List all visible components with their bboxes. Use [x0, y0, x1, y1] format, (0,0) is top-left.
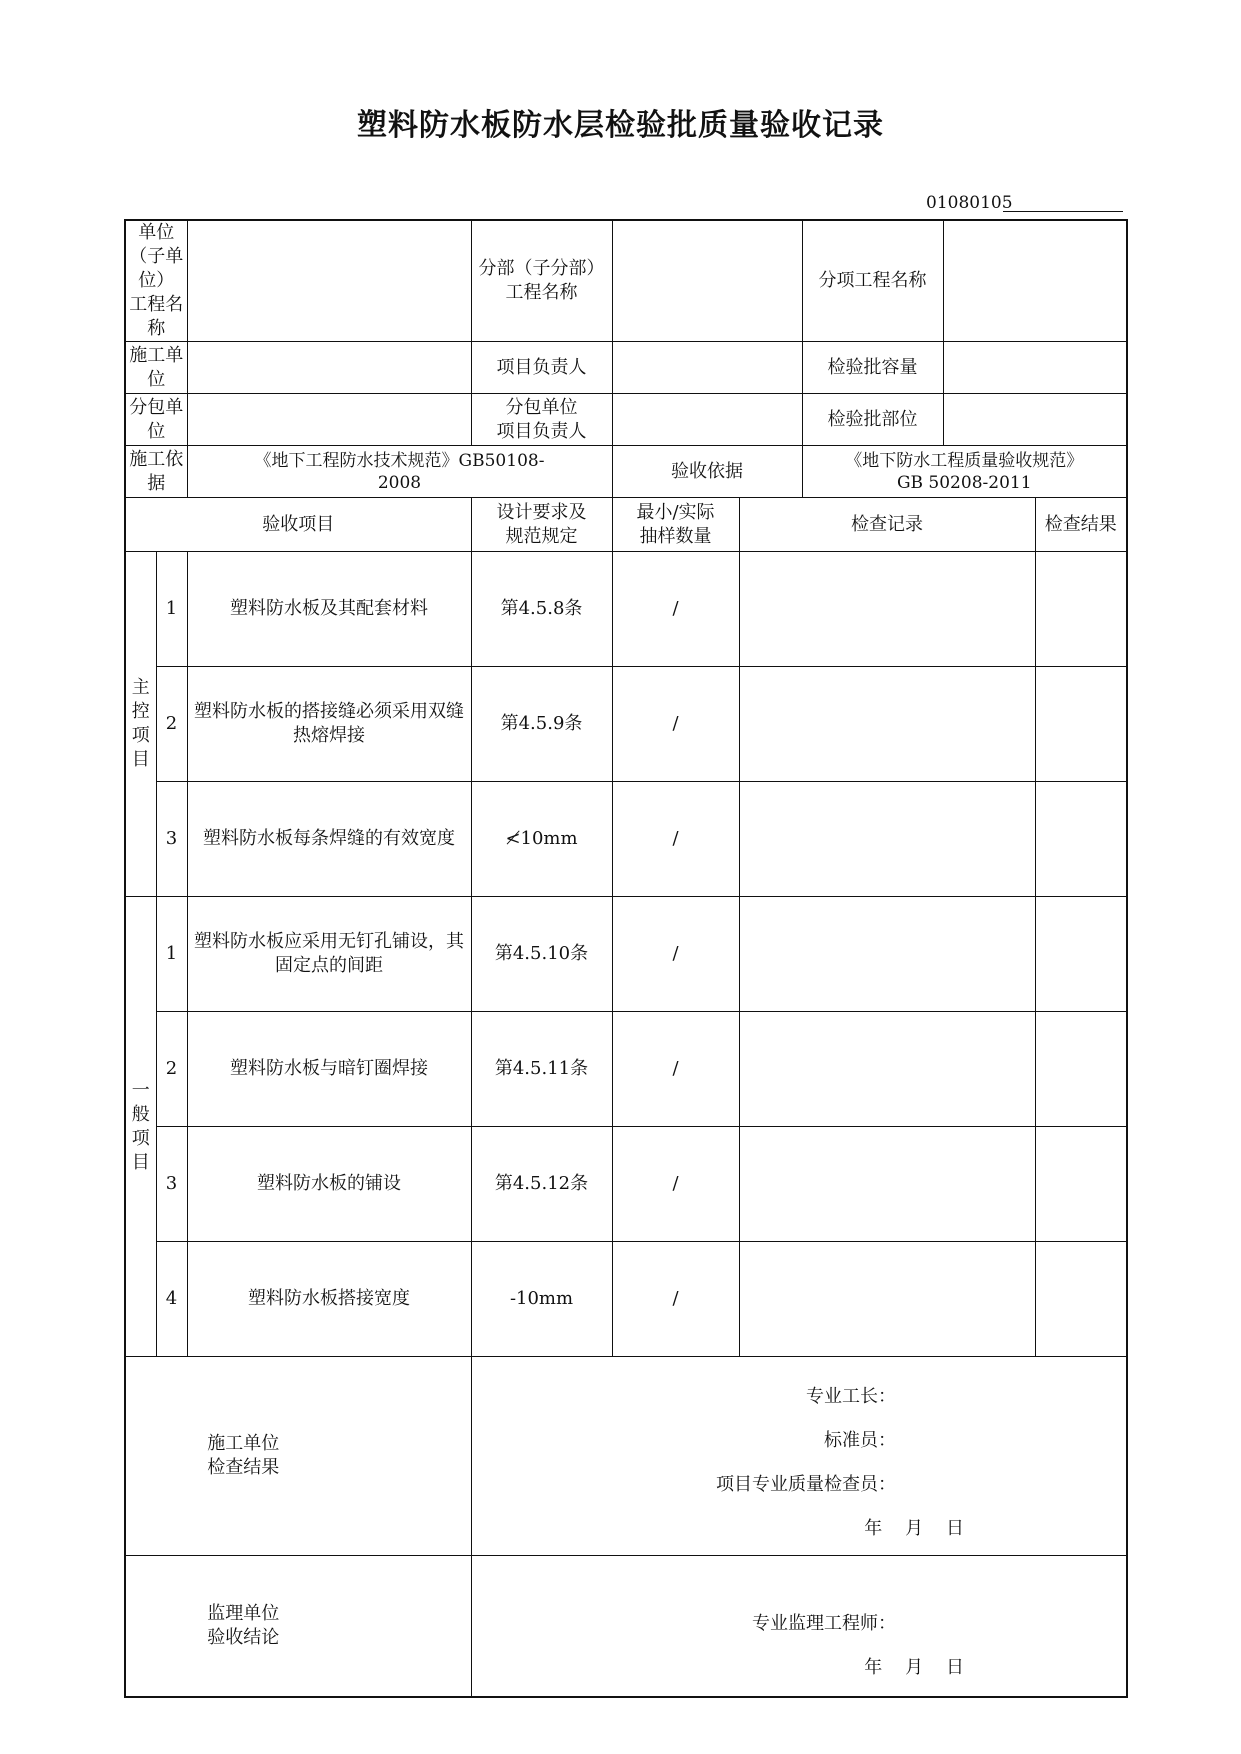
col-record: 检查记录	[739, 498, 1035, 552]
acceptance-basis-value: 《地下防水工程质量验收规范》 GB 50208-2011	[802, 446, 1127, 498]
row-number: 2	[156, 667, 187, 782]
spec-text: 第4.5.12条	[471, 1127, 612, 1242]
row-number: 2	[156, 1012, 187, 1127]
sample-text: /	[612, 782, 739, 897]
item-text: 塑料防水板搭接宽度	[187, 1242, 471, 1357]
record-field[interactable]	[739, 897, 1035, 1012]
record-field[interactable]	[739, 782, 1035, 897]
construction-signature-block	[472, 1357, 1127, 1555]
constructor-label: 施工单位	[125, 342, 187, 394]
supervision-date: 年 月 日	[864, 1657, 964, 1678]
main-control-row	[125, 552, 1127, 667]
sample-text: /	[612, 1242, 739, 1357]
spec-text: 第4.5.10条	[471, 897, 612, 1012]
header-row-3	[125, 394, 1127, 446]
sample-text: /	[612, 552, 739, 667]
division-field[interactable]	[612, 220, 802, 342]
sample-text: /	[612, 1127, 739, 1242]
batch-capacity-field[interactable]	[943, 342, 1127, 394]
foreman-label: 专业工长：	[806, 1386, 896, 1407]
item-text: 塑料防水板应采用无钉孔铺设，其固定点的间距	[187, 897, 471, 1012]
subitem-label: 分项工程名称	[802, 220, 943, 342]
col-item: 验收项目	[125, 498, 471, 552]
result-field[interactable]	[1035, 552, 1127, 667]
general-row	[125, 1127, 1127, 1242]
row-number: 4	[156, 1242, 187, 1357]
sample-text: /	[612, 1012, 739, 1127]
batch-capacity-label: 检验批容量	[802, 342, 943, 394]
supervision-signature-block	[472, 1556, 1127, 1696]
subcontractor-label: 分包单位	[125, 394, 187, 446]
unit-project-field[interactable]	[187, 220, 471, 342]
header-row-1	[125, 220, 1127, 342]
col-result: 检查结果	[1035, 498, 1127, 552]
row-number: 1	[156, 897, 187, 1012]
general-row	[125, 1012, 1127, 1127]
header-row-2	[125, 342, 1127, 394]
record-field[interactable]	[739, 1242, 1035, 1357]
item-text: 塑料防水板的铺设	[187, 1127, 471, 1242]
unit-project-label: 单位（子单位） 工程名称	[125, 220, 187, 342]
form-code: 01080105	[926, 193, 1013, 213]
construction-check-row	[125, 1357, 1127, 1556]
record-field[interactable]	[739, 1012, 1035, 1127]
spec-text: 第4.5.9条	[471, 667, 612, 782]
acceptance-basis-label: 验收依据	[612, 446, 802, 498]
general-row	[125, 897, 1127, 1012]
column-header-row	[125, 498, 1127, 552]
record-field[interactable]	[739, 667, 1035, 782]
division-label: 分部（子分部） 工程名称	[471, 220, 612, 342]
main-control-row	[125, 667, 1127, 782]
col-design: 设计要求及 规范规定	[471, 498, 612, 552]
project-manager-label: 项目负责人	[471, 342, 612, 394]
form-code-underline	[1003, 211, 1123, 212]
main-control-label: 主 控 项 目	[125, 552, 156, 897]
batch-location-label: 检验批部位	[802, 394, 943, 446]
col-sample: 最小/实际 抽样数量	[612, 498, 739, 552]
result-field[interactable]	[1035, 1012, 1127, 1127]
spec-text: 第4.5.11条	[471, 1012, 612, 1127]
sample-text: /	[612, 667, 739, 782]
item-text: 塑料防水板与暗钉圈焊接	[187, 1012, 471, 1127]
header-row-4	[125, 446, 1127, 498]
item-text: 塑料防水板每条焊缝的有效宽度	[187, 782, 471, 897]
basis-label: 施工依据	[125, 446, 187, 498]
spec-text: 第4.5.8条	[471, 552, 612, 667]
spec-text: ≮10mm	[471, 782, 612, 897]
general-row	[125, 1242, 1127, 1357]
batch-location-field[interactable]	[943, 394, 1127, 446]
row-number: 3	[156, 1127, 187, 1242]
result-field[interactable]	[1035, 1127, 1127, 1242]
construction-date: 年 月 日	[864, 1518, 964, 1539]
supervision-label: 监理单位 验收结论	[125, 1556, 471, 1698]
sub-manager-field[interactable]	[612, 394, 802, 446]
sample-text: /	[612, 897, 739, 1012]
general-label: 一 般 项 目	[125, 897, 156, 1357]
supervision-row	[125, 1556, 1127, 1698]
constructor-field[interactable]	[187, 342, 471, 394]
quality-inspector-label: 项目专业质量检查员：	[716, 1474, 896, 1495]
project-manager-field[interactable]	[612, 342, 802, 394]
standard-officer-label: 标准员：	[824, 1430, 896, 1451]
construction-check-label: 施工单位 检查结果	[125, 1357, 471, 1556]
record-field[interactable]	[739, 552, 1035, 667]
row-number: 1	[156, 552, 187, 667]
basis-value: 《地下工程防水技术规范》GB50108- 2008	[187, 446, 612, 498]
result-field[interactable]	[1035, 897, 1127, 1012]
page-title: 塑料防水板防水层检验批质量验收记录	[357, 108, 884, 143]
spec-text: -10mm	[471, 1242, 612, 1357]
sub-manager-label: 分包单位 项目负责人	[471, 394, 612, 446]
record-field[interactable]	[739, 1127, 1035, 1242]
result-field[interactable]	[1035, 1242, 1127, 1357]
main-control-row	[125, 782, 1127, 897]
item-text: 塑料防水板及其配套材料	[187, 552, 471, 667]
result-field[interactable]	[1035, 667, 1127, 782]
subitem-field[interactable]	[943, 220, 1127, 342]
item-text: 塑料防水板的搭接缝必须采用双缝热熔焊接	[187, 667, 471, 782]
subcontractor-field[interactable]	[187, 394, 471, 446]
inspection-form	[124, 219, 1128, 1698]
result-field[interactable]	[1035, 782, 1127, 897]
row-number: 3	[156, 782, 187, 897]
supervision-engineer-label: 专业监理工程师：	[752, 1613, 896, 1634]
